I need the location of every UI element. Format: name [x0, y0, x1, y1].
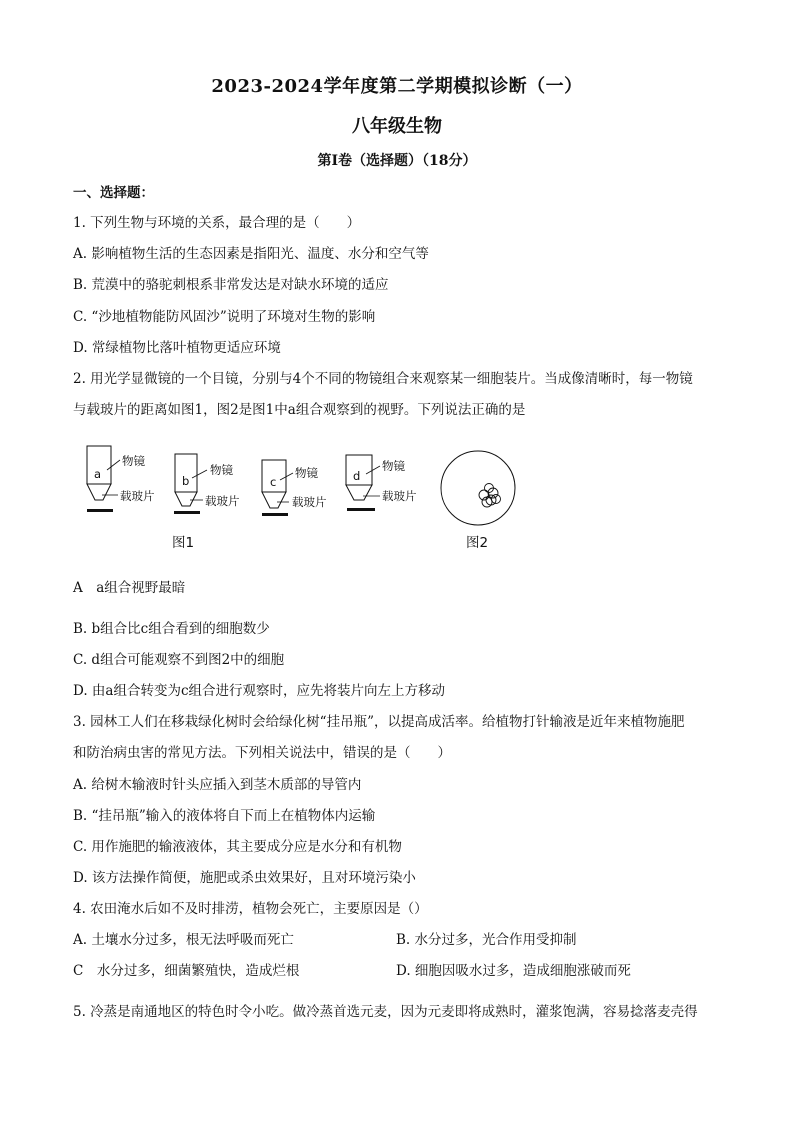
q3-option-c: C. 用作施肥的输液液体，其主要成分应是水分和有机物: [73, 839, 402, 855]
section-heading: 一、选择题：: [73, 185, 154, 201]
q5-stem-line1: 5. 冷蒸是南通地区的特色时令小吃。做冷蒸首选元麦，因为元麦即将成熟时，灌浆饱满，容易捻落麦壳得: [73, 1004, 698, 1020]
q2-option-b: B. b组合比c组合看到的细胞数少: [73, 621, 270, 637]
q2-option-a: A a组合视野最暗: [73, 580, 186, 596]
objective-c: [262, 460, 327, 516]
q4-option-c: C 水分过多，细菌繁殖快，造成烂根: [73, 963, 300, 979]
part-heading: 第Ⅰ卷（选择题）（18分）: [317, 153, 477, 169]
exam-subtitle: 八年级生物: [352, 116, 442, 137]
slide-label: 载玻片: [292, 495, 327, 509]
q3-stem-line1: 3. 园林工人们在移栽绿化树时会给绿化树“挂吊瓶”，以提高成活率。给植物打针输液是近年来植物施肥: [73, 714, 685, 730]
slide-label: 载玻片: [120, 489, 155, 503]
figure1-caption: 图1: [172, 535, 195, 551]
objective-a: [87, 446, 155, 512]
q4-option-b: B. 水分过多，光合作用受抑制: [396, 932, 577, 948]
q4-stem: 4. 农田淹水后如不及时排涝，植物会死亡，主要原因是（）: [73, 901, 428, 917]
exam-title: 2023-2024学年度第二学期模拟诊断（一）: [211, 76, 583, 97]
q3-stem-line2: 和防治病虫害的常见方法。下列相关说法中，错误的是（ ）: [73, 745, 451, 761]
q2-option-d: D. 由a组合转变为c组合进行观察时，应先将装片向左上方移动: [73, 683, 446, 699]
lens-label-c: c: [270, 475, 277, 489]
objective-label: 物镜: [210, 463, 233, 477]
field-of-view: [441, 451, 515, 525]
q1-option-a: A. 影响植物生活的生态因素是指阳光、温度、水分和空气等: [73, 246, 429, 262]
figure2-caption: 图2: [466, 535, 489, 551]
lens-label-b: b: [182, 474, 190, 488]
objective-label: 物镜: [382, 459, 405, 473]
objective-d: [346, 455, 417, 511]
objective-label: 物镜: [295, 466, 318, 480]
q2-stem-line1: 2. 用光学显微镜的一个目镜，分别与4个不同的物镜组合来观察某一细胞装片。当成像清晰时，每一物镜: [73, 371, 693, 387]
q1-option-d: D. 常绿植物比落叶植物更适应环境: [73, 340, 281, 356]
lens-label-a: a: [94, 467, 102, 481]
q1-stem: 1. 下列生物与环境的关系，最合理的是（ ）: [73, 215, 361, 231]
q4-option-d: D. 细胞因吸水过多，造成细胞涨破而死: [396, 963, 631, 979]
q1-option-c: C. “沙地植物能防风固沙”说明了环境对生物的影响: [73, 309, 376, 325]
q3-option-d: D. 该方法操作简便，施肥或杀虫效果好，且对环境污染小: [73, 870, 416, 886]
q2-option-c: C. d组合可能观察不到图2中的细胞: [73, 652, 285, 668]
objective-label: 物镜: [122, 454, 145, 468]
q4-option-a: A. 土壤水分过多，根无法呼吸而死亡: [73, 932, 294, 948]
lens-label-d: d: [353, 469, 361, 483]
q2-stem-line2: 与载玻片的距离如图1，图2是图1中a组合观察到的视野。下列说法正确的是: [73, 402, 526, 418]
q3-option-a: A. 给树木输液时针头应插入到茎木质部的导管内: [73, 777, 362, 793]
q1-option-b: B. 荒漠中的骆驼刺根系非常发达是对缺水环境的适应: [73, 277, 389, 293]
slide-label: 载玻片: [205, 494, 240, 508]
q3-option-b: B. “挂吊瓶”输入的液体将自下而上在植物体内运输: [73, 808, 376, 824]
objective-b: [174, 454, 240, 514]
slide-label: 载玻片: [382, 489, 417, 503]
